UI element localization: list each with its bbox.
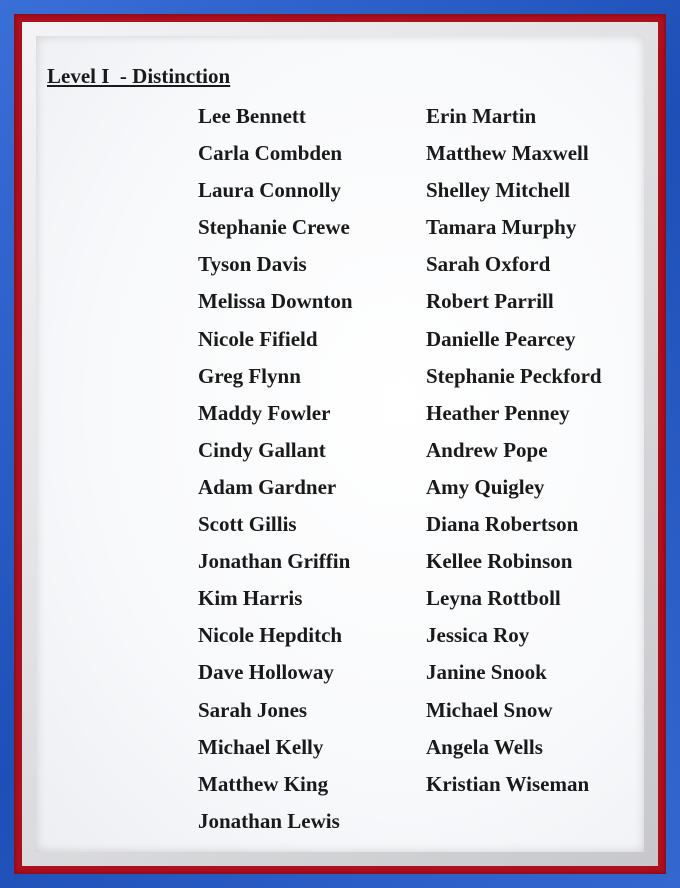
names-column-2 <box>426 102 602 807</box>
student-name: Shelley Mitchell <box>426 178 571 203</box>
section-heading: Level I - Distinction <box>47 64 231 88</box>
student-name: Matthew Maxwell <box>426 141 589 166</box>
student-name: Janine Snook <box>426 660 547 685</box>
student-name: Jessica Roy <box>426 623 530 648</box>
student-name: Jonathan Lewis <box>198 808 340 833</box>
student-name: Scott Gillis <box>198 512 297 537</box>
student-name: Nicole Fifield <box>198 326 318 351</box>
student-name: Melissa Downton <box>198 289 353 314</box>
student-name: Jonathan Griffin <box>198 549 351 574</box>
student-name: Andrew Pope <box>426 437 548 462</box>
student-name: Kellee Robinson <box>426 549 573 574</box>
student-name: Angela Wells <box>426 734 543 759</box>
student-name: Tyson Davis <box>198 252 307 277</box>
student-name: Amy Quigley <box>426 474 545 499</box>
student-name: Kim Harris <box>198 586 303 611</box>
student-name: Sarah Jones <box>198 697 308 722</box>
student-name: Robert Parrill <box>426 289 554 314</box>
student-name: Carla Combden <box>198 141 343 166</box>
student-name: Nicole Hepditch <box>198 623 343 648</box>
student-name: Heather Penney <box>426 400 570 425</box>
student-name: Stephanie Crewe <box>198 215 350 240</box>
student-name: Greg Flynn <box>198 363 301 388</box>
student-name: Laura Connolly <box>198 178 341 203</box>
student-name: Erin Martin <box>426 104 537 128</box>
student-name: Maddy Fowler <box>198 400 331 425</box>
document-page <box>36 36 644 852</box>
student-name: Sarah Oxford <box>426 252 551 277</box>
student-name: Cindy Gallant <box>198 437 326 462</box>
student-name: Lee Bennett <box>198 104 306 128</box>
student-name: Tamara Murphy <box>426 215 577 240</box>
student-name: Kristian Wiseman <box>426 771 590 796</box>
student-name: Michael Kelly <box>198 734 324 759</box>
student-name: Leyna Rottboll <box>426 586 561 611</box>
student-name: Adam Gardner <box>198 474 337 499</box>
student-name: Stephanie Peckford <box>426 363 602 388</box>
student-name: Danielle Pearcey <box>426 326 576 351</box>
student-name: Diana Robertson <box>426 512 579 537</box>
student-name: Matthew King <box>198 771 329 796</box>
student-name: Michael Snow <box>426 697 553 722</box>
student-name: Dave Holloway <box>198 660 334 685</box>
names-column-1 <box>198 102 353 844</box>
